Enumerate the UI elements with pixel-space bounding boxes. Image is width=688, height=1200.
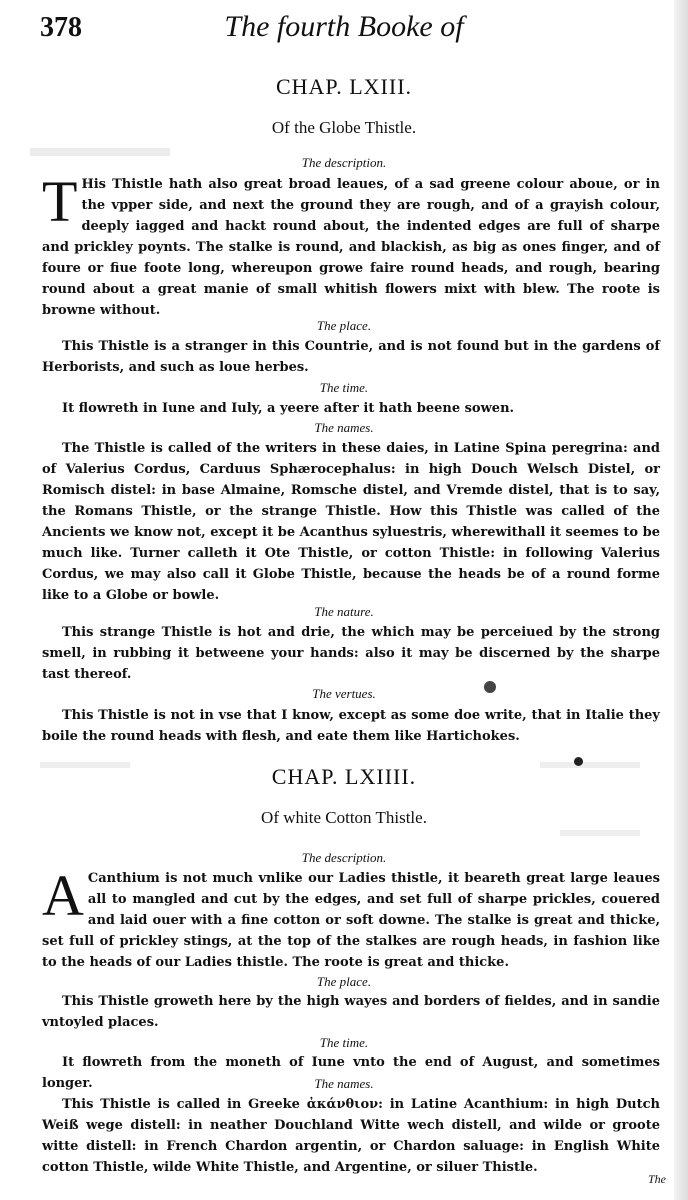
section-heading-names: The names. — [314, 420, 374, 435]
nature-paragraph: This strange Thistle is hot and drie, the which may be perceiued by the strong smell, in rubbing it betweene your hands: also it may be discerned by the sharpe tast thereof. — [42, 625, 660, 682]
chapter-title: CHAP. LXIIII. — [271, 764, 417, 789]
chapter-subtitle: Of the Globe Thistle. — [271, 118, 417, 137]
time-paragraph: It flowreth from the moneth of Iune vnto the end of August, and sometimes longer. — [42, 1055, 660, 1091]
drop-cap: A — [42, 863, 84, 928]
running-head: The fourth Booke of — [224, 10, 464, 43]
section-heading-vertues: The vertues. — [312, 686, 376, 701]
drop-cap: T — [42, 169, 78, 234]
place-paragraph: This Thistle is a stranger in this Countrie, and is not found but in the gardens of Herborists, and such as loue herbes. — [42, 339, 660, 375]
section-heading-description: The description. — [301, 850, 387, 865]
chapter-subtitle: Of white Cotton Thistle. — [261, 808, 427, 827]
description-paragraph: A Canthium is not much vnlike our Ladies thistle, it beareth great large leaues all to mangled and cut by the edges, and set full of sharpe prickles, couered and laid ouer with a fine cotton or soft downe. The stalke is great and thicke, set full of prickley stings, at the top of the stalkes are rough heads, in fashion like to the heads of our Ladies thistle. The roote is great and thicke. — [42, 863, 660, 970]
section-heading-place: The place. — [316, 974, 372, 989]
page-edge — [674, 0, 688, 1200]
vertues-paragraph: This Thistle is not in vse that I know, except as some doe write, that in Italie they boile the round heads with flesh, and eate them like Hartichokes. — [42, 708, 660, 744]
section-heading-place: The place. — [316, 318, 372, 333]
section-heading-time: The time. — [319, 380, 369, 395]
section-heading-names: The names. — [314, 1076, 374, 1091]
chapter-title: CHAP. LXIII. — [275, 74, 413, 99]
place-paragraph: This Thistle groweth here by the high wayes and borders of fieldes, and in sandie vntoyled places. — [42, 994, 660, 1030]
catchword: The — [648, 1172, 666, 1186]
section-heading-description: The description. — [301, 155, 387, 170]
names-paragraph: This Thistle is called in Greeke ἀκάνθιον: in Latine Acanthium: in high Dutch Weiß wege distell: in neather Douchland Witte wech distell, and wilde or groote witte distell: in French Chardon argentin, or Chardon saluage: in English White cotton Thistle, wilde White Thistle, and Argentine, or siluer Thistle. — [42, 1097, 660, 1175]
section-heading-time: The time. — [319, 1035, 369, 1050]
description-paragraph: T His Thistle hath also great broad leaues, of a sad greene colour aboue, or in the vpper side, and next the ground they are rough, and of a grayish colour, deeply iagged and hackt round about, the indented edges are full of sharpe and prickley poynts. The stalke is round, and blackish, as big as ones finger, and of foure or fiue foote long, whereupon growe faire round heads, and rough, bearing round about a great manie of small whitish flowers mixt with blew. The roote is browne without. — [42, 169, 660, 318]
names-paragraph: The Thistle is called of the writers in these daies, in Latine Spina peregrina: and of Valerius Cordus, Carduus Sphærocephalus: in high Douch Welsch Distel, or Romisch distel: in base Almaine, Romsche distel, and Vremde distel, that is to say, the Romans Thistle, or the strange Thistle. How this Thistle was called of the Ancients we know not, except it be Acanthus syluestris, wherewithall it seemes to be much like. Turner calleth it Ote Thistle, or cotton Thistle: in following Valerius Cordus, we may also call it Globe Thistle, because the heads be of a round forme like to a Globe or bowle. — [42, 441, 660, 603]
time-paragraph: It flowreth in Iune and Iuly, a yeere after it hath beene sowen. — [62, 401, 515, 416]
show-through-smudge — [560, 830, 640, 836]
page-number: 378 — [40, 12, 82, 43]
section-heading-nature: The nature. — [314, 604, 374, 619]
